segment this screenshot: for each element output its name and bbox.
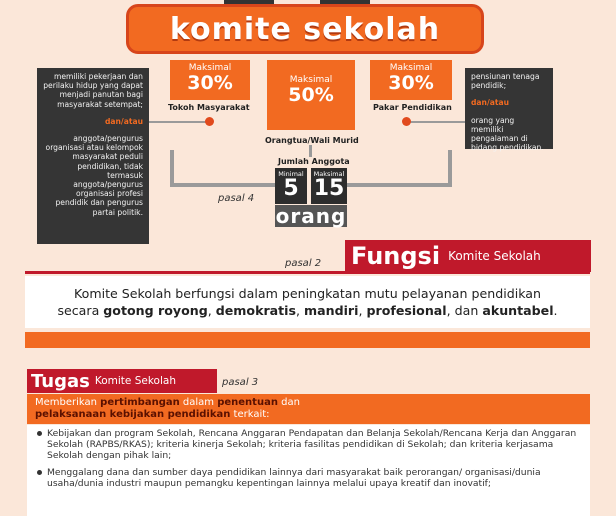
connector-right: [409, 121, 465, 123]
tugas-subtitle: Komite Sekolah: [94, 375, 176, 387]
tugas-intro-mid: dalam: [179, 397, 218, 408]
fungsi-subtitle: Komite Sekolah: [448, 249, 541, 263]
page-title: komite sekolah: [169, 11, 441, 47]
tugas-intro-pre: Memberikan: [35, 397, 101, 408]
fungsi-orange-band: [25, 332, 590, 348]
fungsi-k3: mandiri: [304, 303, 359, 318]
pakar-criteria-2: orang yang memiliki pengalaman di bidang pendidikan.: [471, 115, 544, 153]
tokoh-criteria-or: dan/atau: [104, 116, 143, 126]
fungsi-k1: gotong royong: [103, 303, 208, 318]
tugas-intro-b3: pelaksanaan kebijakan pendidikan: [35, 409, 231, 420]
pakar-dot: [402, 117, 411, 126]
max-value: 15: [313, 176, 345, 201]
max-members-box: [311, 168, 347, 204]
tokoh-dot: [205, 117, 214, 126]
pakar-quota-box: [370, 60, 452, 100]
jumlah-anggota-label: Jumlah Anggota: [278, 157, 350, 166]
connector-left: [149, 121, 209, 123]
bracket-left-horizontal: [170, 183, 275, 187]
ortu-max-label: Maksimal: [289, 75, 333, 85]
max-label: Maksimal: [313, 170, 345, 178]
fungsi-rule: [25, 271, 590, 274]
fungsi-end: .: [553, 303, 558, 318]
tugas-intro-and: dan: [277, 397, 300, 408]
bracket-right-vertical: [448, 150, 452, 186]
tokoh-criteria-2: anggota/pengurus organisasi atau kelompok masyarakat peduli pendidikan, tidak termasuk anggota/pengurus organisasi profesi pendidik dan pengurus partai politik.: [45, 134, 143, 217]
tugas-list: [27, 425, 590, 516]
list-item: Menggalang dana dan sumber daya pendidikan lainnya dari masyarakat baik perorangan/ organisasi/dunia usaha/dunia industri maupun pemangku kepentingan lainnya melalui upaya kreatif dan inovatif;: [47, 467, 580, 489]
fungsi-k5: akuntabel: [482, 303, 554, 318]
pakar-criteria-1: pensiunan tenaga pendidik;: [471, 72, 540, 91]
tokoh-criteria-1: memiliki pekerjaan dan perilaku hidup yang dapat menjadi panutan bagi masyarakat setempat;: [43, 72, 143, 109]
tugas-header: [27, 369, 217, 393]
pakar-criteria-or: dan/atau: [471, 98, 510, 108]
ortu-quota-box: [267, 60, 355, 130]
fungsi-line-1: Komite Sekolah berfungsi dalam peningkatan mutu pelayanan pendidikan: [74, 286, 541, 301]
fungsi-sep4: , dan: [446, 303, 483, 318]
title-banner: [126, 4, 484, 54]
min-label: Minimal: [278, 170, 304, 178]
fungsi-line-2: [25, 302, 590, 319]
ortu-pct: 50%: [288, 84, 334, 106]
fungsi-title: Fungsi: [351, 242, 441, 270]
fungsi-prefix: secara: [57, 303, 104, 318]
bracket-right-horizontal: [347, 183, 452, 187]
tokoh-role-label: Tokoh Masyarakat: [168, 103, 250, 112]
tokoh-quota-box: [170, 60, 250, 100]
pasal-2: pasal 2: [285, 258, 322, 269]
tugas-intro-end: terkait:: [230, 409, 270, 420]
tugas-intro-b1: pertimbangan: [100, 397, 180, 408]
min-value: 5: [283, 176, 299, 201]
list-item: Kebijakan dan program Sekolah, Rencana Anggaran Pendapatan dan Belanja Sekolah/Rencana Kerja dan Anggaran Sekolah (RAPBS/RKAS); kriteria kinerja Sekolah; kriteria fasilitas pendidikan di Sekolah; dan kriteria kerjasama Sekolah dengan pihak lain;: [47, 428, 580, 461]
pakar-pct: 30%: [388, 72, 434, 94]
min-members-box: [275, 168, 307, 204]
tugas-intro-b2: penentuan: [217, 397, 278, 408]
tokoh-pct: 30%: [187, 72, 233, 94]
tugas-title: Tugas: [31, 370, 90, 392]
ortu-role-label: Orangtua/Wali Murid: [265, 136, 359, 145]
fungsi-sep1: ,: [207, 303, 216, 318]
fungsi-header: [345, 240, 591, 272]
fungsi-k2: demokratis: [215, 303, 296, 318]
tokoh-criteria-box: [37, 68, 149, 244]
fungsi-sep2: ,: [295, 303, 304, 318]
tugas-intro: [27, 394, 590, 424]
pasal-3: pasal 3: [222, 377, 259, 388]
pakar-criteria-box: [465, 68, 553, 153]
fungsi-sep3: ,: [358, 303, 367, 318]
fungsi-k4: profesional: [366, 303, 447, 318]
pakar-max-label: Maksimal: [389, 63, 433, 73]
bracket-left-vertical: [170, 150, 174, 186]
pakar-role-label: Pakar Pendidikan: [373, 103, 452, 112]
fungsi-text-box: [25, 276, 590, 328]
connector-center: [309, 145, 312, 157]
tokoh-max-label: Maksimal: [188, 63, 232, 73]
members-unit: orang: [275, 204, 347, 228]
pasal-4: pasal 4: [218, 193, 255, 204]
